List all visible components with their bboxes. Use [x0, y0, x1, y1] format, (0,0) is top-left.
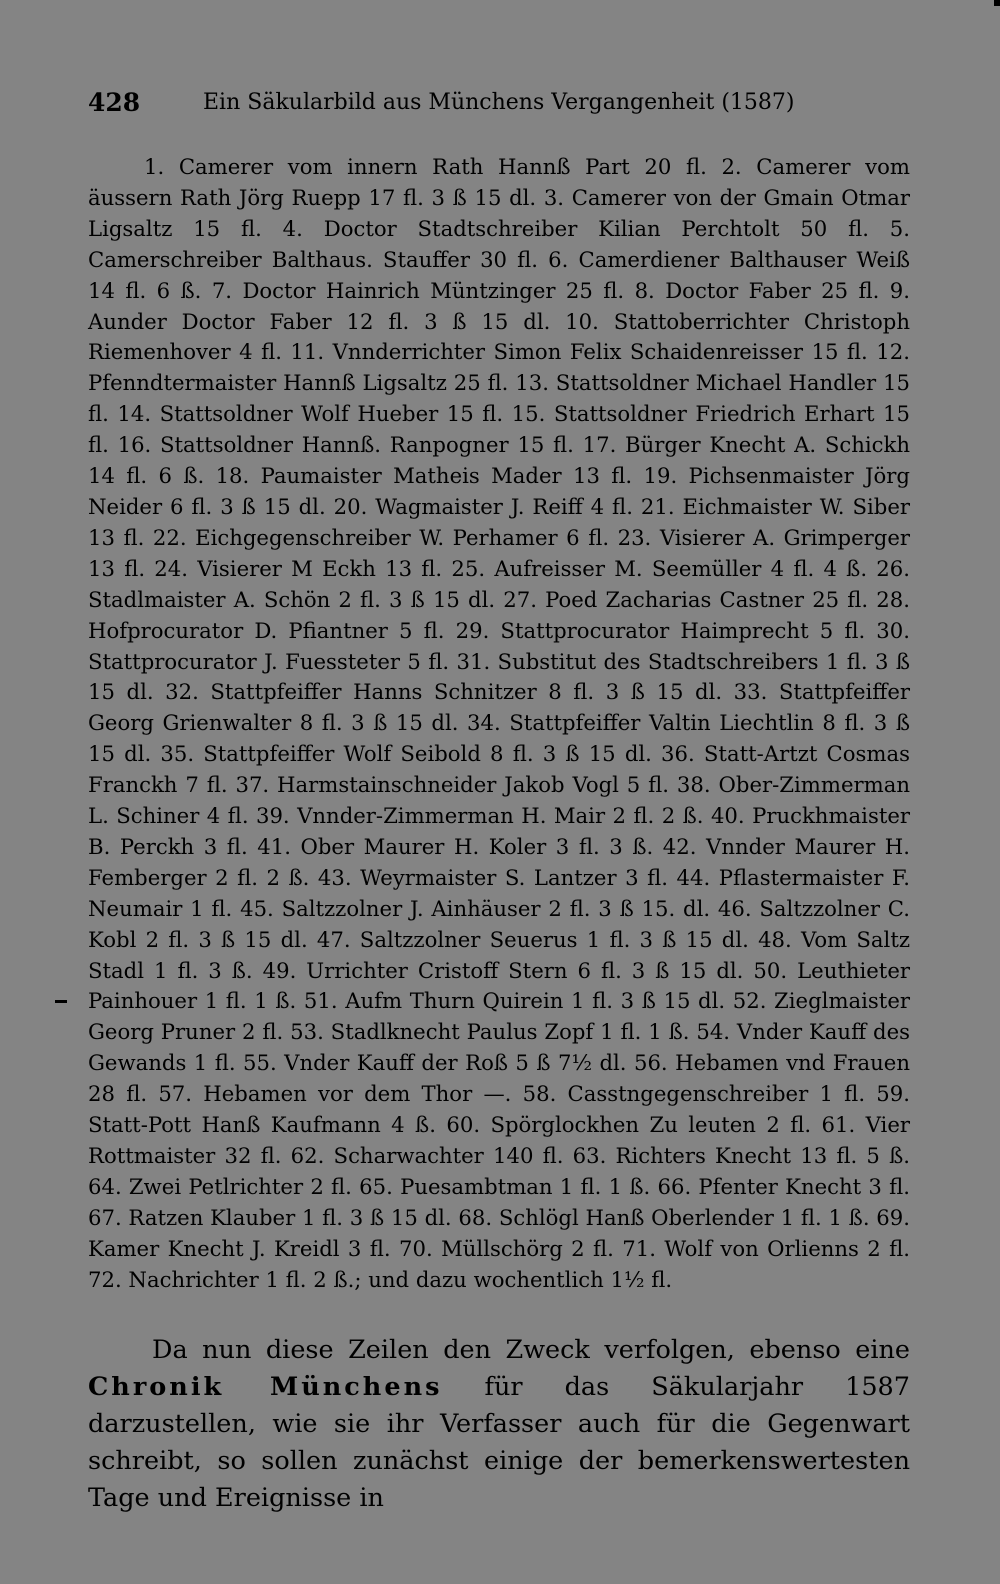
margin-mark — [55, 1000, 67, 1003]
body-text-spaced-emphasis: Chronik Münchens — [88, 1372, 443, 1402]
body-text-after: für das Säkularjahr 1587 darzustellen, wie sie ihr Verfasser auch für die Gegenwart schreibt, so sollen zunächst einige der bemerkenswertesten Tage und Ereignisse in — [88, 1372, 910, 1513]
page-header — [88, 88, 908, 128]
body-text-before: Da nun diese Zeilen den Zweck verfolgen, ebenso eine — [152, 1335, 910, 1365]
salary-list-paragraph: 1. Camerer vom innern Rath Hannß Part 20 fl. 2. Camerer vom äussern Rath Jörg Ruepp 17 fl. 3 ß 15 dl. 3. Camerer von der Gmain Otmar Ligsaltz 15 fl. 4. Doctor Stadtschreiber Kilian Perchtolt 50 fl. 5. Camerschreiber Balthaus. Stauffer 30 fl. 6. Camerdiener Balthauser Weiß 14 fl. 6 ß. 7. Doctor Hainrich Müntzinger 25 fl. 8. Doctor Faber 25 fl. 9. Aunder Doctor Faber 12 fl. 3 ß 15 dl. 10. Stattoberrichter Christoph Riemenhover 4 fl. 11. Vnnderrichter Simon Felix Schaidenreisser 15 fl. 12. Pfenndtermaister Hannß Ligsaltz 25 fl. 13. Stattsoldner Michael Handler 15 fl. 14. Stattsoldner Wolf Hueber 15 fl. 15. Stattsoldner Friedrich Erhart 15 fl. 16. Stattsoldner Hannß. Ranpogner 15 fl. 17. Bürger Knecht A. Schickh 14 fl. 6 ß. 18. Paumaister Matheis Mader 13 fl. 19. Pichsenmaister Jörg Neider 6 fl. 3 ß 15 dl. 20. Wagmaister J. Reiff 4 fl. 21. Eichmaister W. Siber 13 fl. 22. Eichgegenschreiber W. Perhamer 6 fl. 23. Visierer A. Grimperger 13 fl. 24. Visierer M Eckh 13 fl. 25. Aufreisser M. Seemüller 4 fl. 4 ß. 26. Stadlmaister A. Schön 2 fl. 3 ß 15 dl. 27. Poed Zacharias Castner 25 fl. 28. Hofprocurator D. Pfiantner 5 fl. 29. Stattprocurator Haimprecht 5 fl. 30. Stattprocurator J. Fuessteter 5 fl. 31. Substitut des Stadtschreibers 1 fl. 3 ß 15 dl. 32. Stattpfeiffer Hanns Schnitzer 8 fl. 3 ß 15 dl. 33. Stattpfeiffer Georg Grienwalter 8 fl. 3 ß 15 dl. 34. Stattpfeiffer Valtin Liechtlin 8 fl. 3 ß 15 dl. 35. Stattpfeiffer Wolf Seibold 8 fl. 3 ß 15 dl. 36. Statt-Artzt Cosmas Franckh 7 fl. 37. Harmstainschneider Jakob Vogl 5 fl. 38. Ober-Zimmerman L. Schiner 4 fl. 39. Vnnder-Zimmerman H. Mair 2 fl. 2 ß. 40. Pruckhmaister B. Perckh 3 fl. 41. Ober Maurer H. Koler 3 fl. 3 ß. 42. Vnnder Maurer H. Femberger 2 fl. 2 ß. 43. Weyrmaister S. Lantzer 3 fl. 44. Pflastermaister F. Neumair 1 fl. 45. Saltzzolner J. Ainhäuser 2 fl. 3 ß 15. dl. 46. Saltzzolner C. Kobl 2 fl. 3 ß 15 dl. 47. Saltzzolner Seuerus 1 fl. 3 ß 15 dl. 48. Vom Saltz Stadl 1 fl. 3 ß. 49. Urrichter Cristoff Stern 6 fl. 3 ß 15 dl. 50. Leuthieter Painhouer 1 fl. 1 ß. 51. Aufm Thurn Quirein 1 fl. 3 ß 15 dl. 52. Zieglmaister Georg Pruner 2 fl. 53. Stadlknecht Paulus Zopf 1 fl. 1 ß. 54. Vnder Kauff des Gewands 1 fl. 55. Vnder Kauff der Roß 5 ß 7½ dl. 56. Hebamen vnd Frauen 28 fl. 57. Hebamen vor dem Thor —. 58. Casstngegenschreiber 1 fl. 59. Statt-Pott Hanß Kaufmann 4 ß. 60. Spörglockhen Zu leuten 2 fl. 61. Vier Rottmaister 32 fl. 62. Scharwachter 140 fl. 63. Richters Knecht 13 fl. 5 ß. 64. Zwei Petlrichter 2 fl. 65. Puesambtman 1 fl. 1 ß. 66. Pfenter Knecht 3 fl. 67. Ratzen Klauber 1 fl. 3 ß 15 dl. 68. Schlögl Hanß Oberlender 1 fl. 1 ß. 69. Kamer Knecht J. Kreidl 3 fl. 70. Müllschörg 2 fl. 71. Wolf von Orlienns 2 fl. 72. Nachrichter 1 fl. 2 ß.; und dazu wochentlich 1½ fl. — [88, 154, 910, 1292]
running-title: Ein Säkularbild aus Münchens Vergangenheit (1587) — [203, 90, 795, 115]
body-paragraph — [88, 1332, 910, 1517]
corner-mark — [994, 0, 1000, 6]
page-number: 428 — [88, 88, 141, 117]
